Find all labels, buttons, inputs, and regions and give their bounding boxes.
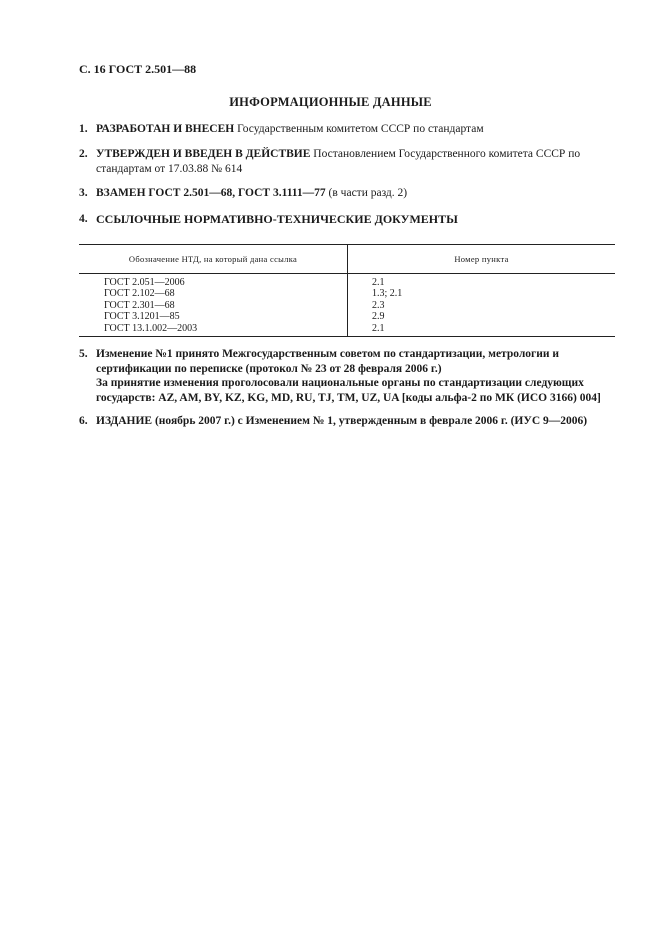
table-cell-designation: ГОСТ 2.301—68 [104,299,175,311]
item-lead: ССЫЛОЧНЫЕ НОРМАТИВНО-ТЕХНИЧЕСКИЕ ДОКУМЕНТЫ [96,212,458,226]
item-number: 4. [79,213,88,225]
item-text: Постановлением Государственного комитета СССР по стандартам от 17.03.88 № 614 [96,148,581,175]
item-body [96,414,619,429]
item-body [96,122,619,137]
table-cell-designation: ГОСТ 13.1.002—2003 [104,322,198,334]
table-cell-clause: 2.1 [372,277,385,288]
item-number: 3. [79,187,88,199]
item-lead: ВЗАМЕН ГОСТ 2.501—68, ГОСТ 3.1111—77 [96,187,326,199]
info-item-3 [79,186,619,201]
info-item-5 [79,347,619,405]
item-lead: Изменение №1 [96,348,173,360]
item-body [96,347,619,376]
column-header-designation: Обозначение НТД, на который дана ссылка [79,245,348,273]
info-item-6 [79,414,619,429]
table-cell-clause: 2.9 [372,311,385,323]
designation-column [79,274,348,336]
item-number: 5. [79,348,88,360]
clause-number-column [348,274,615,336]
table-cell-designation: ГОСТ 3.1201—85 [104,311,180,323]
table-body [79,274,615,336]
item-text: Государственным комитетом СССР по стандартам [234,123,484,135]
item-voting-note: За принятие изменения проголосовали национальные органы по стандартизации следующих государств: AZ, AM, BY, KZ, KG, MD, RU, TJ, TM, UZ, UA [коды альфа-2 по МК (ИСО 3166) 004] [96,377,601,404]
item-number: 1. [79,123,88,135]
item-lead: РАЗРАБОТАН И ВНЕСЕН [96,123,235,135]
item-body [96,147,619,176]
table-cell-clause: 2.1 [372,322,385,334]
document-title: ИНФОРМАЦИОННЫЕ ДАННЫЕ [229,95,432,109]
item-text: принято Межгосударственным советом по стандартизации, метрологии и сертификации по переписке (протокол № 23 от 28 февраля 2006 г.) [96,348,560,375]
info-item-4 [79,212,619,228]
page-header: С. 16 ГОСТ 2.501—88 [79,62,197,76]
table-cell-clause: 2.3 [372,299,385,311]
item-body [96,186,619,201]
info-item-1 [79,122,619,137]
item-lead: УТВЕРЖДЕН И ВВЕДЕН В ДЕЙСТВИЕ [96,148,311,160]
info-item-2 [79,147,619,176]
column-header-clause-number: Номер пункта [454,254,509,264]
item-text: (ноябрь 2007 г.) с Изменением № 1, утвержденным в феврале 2006 г. (ИУС 9—2006) [152,415,588,427]
table-cell-clause: 1.3; 2.1 [372,288,403,300]
item-lead: ИЗДАНИЕ [96,415,153,427]
table-header-row [79,245,615,274]
item-number: 6. [79,415,88,427]
table-cell-designation: ГОСТ 2.102—68 [104,288,175,300]
item-number: 2. [79,148,88,160]
reference-documents-table [79,244,615,337]
item-text: (в части разд. 2) [325,187,408,199]
table-cell-designation: ГОСТ 2.051—2006 [104,277,185,288]
item-body [96,212,619,228]
